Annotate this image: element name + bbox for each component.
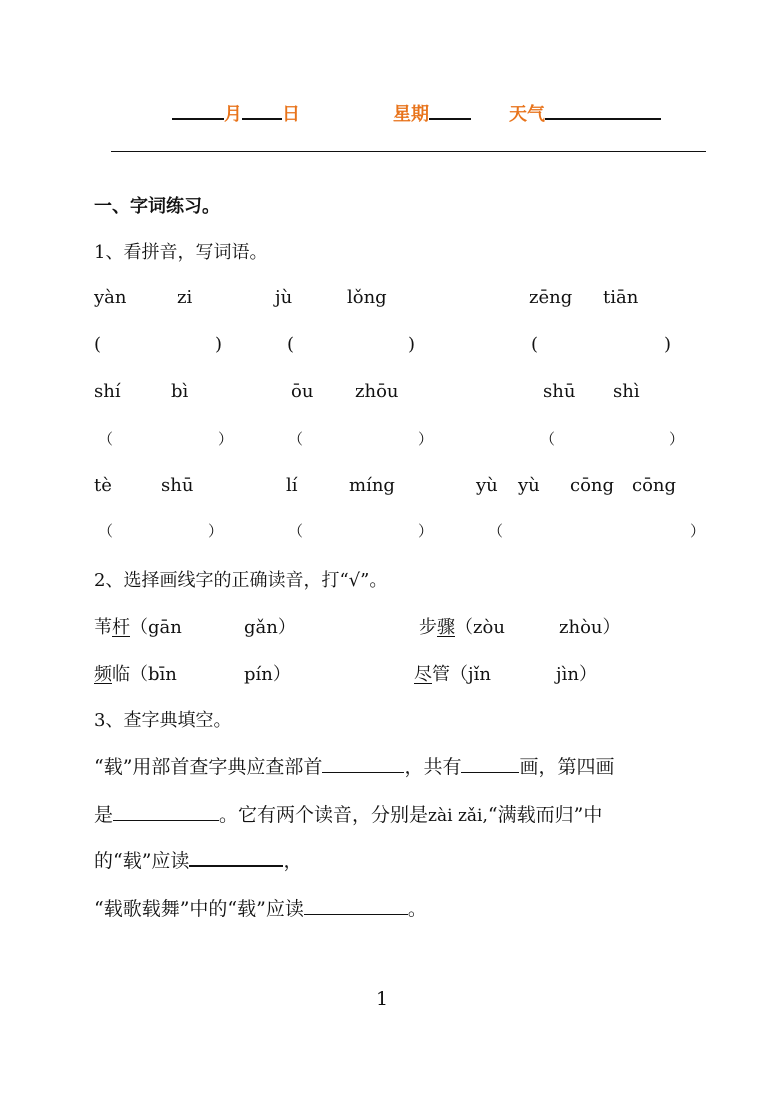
reading-choice-item [94,660,291,686]
q3-text: 。它有两个读音，分别是 [219,804,429,826]
answer-paren-open: ( [287,334,295,355]
reading-option[interactable]: pín [244,664,273,685]
underlined-char: 频 [94,664,112,685]
q3-text: 。 [407,898,427,920]
weekday-blank[interactable] [429,102,471,120]
pinyin: zēng [529,287,573,308]
section-title: 一、字词练习。 [94,196,220,217]
answer-paren-open: （ [488,522,504,540]
answer-paren-close: ） [208,522,224,540]
pinyin: tiān [603,287,639,308]
answer-paren-open: ( [531,334,539,355]
paren-close: ） [272,664,291,685]
month-label: 月 [224,104,242,125]
answer-paren-close: ） [690,522,706,540]
reading-blank-1[interactable] [189,847,283,867]
answer-paren-close: ） [418,522,434,540]
q3-text: “载歌载舞”中的“载”应读 [94,898,304,920]
day-blank[interactable] [242,102,282,120]
day-label: 日 [282,104,300,125]
q3-text: ，共有 [404,756,462,778]
reading-option[interactable]: gǎn [244,617,278,638]
paren-close: ） [602,617,621,638]
pinyin: yàn [94,287,127,308]
reading-option[interactable]: jìn [556,664,579,685]
pinyin: jù [275,287,293,308]
answer-paren-close: ） [218,430,234,448]
pinyin: tè [94,475,112,496]
answer-paren-open: （ [540,430,556,448]
weather-header [509,100,661,126]
pinyin: yù [476,475,498,496]
pinyin: cōng [570,475,615,496]
answer-paren-open: （ [98,430,114,448]
header-divider [111,151,706,152]
reading-option[interactable]: jǐn [468,664,491,685]
word-char: 步 [419,617,437,638]
answer-paren-open: （ [288,522,304,540]
word-char: 管 [432,664,450,685]
q3-text: 是 [94,804,114,826]
answer-paren-open: （ [98,522,114,540]
paren-open: （ [450,664,468,685]
pinyin: shí [94,381,121,402]
reading-option[interactable]: zhòu [559,617,603,638]
q3-line-3 [94,846,302,873]
q3-text: 画，第四画 [519,756,615,778]
answer-paren-close: ） [418,430,434,448]
page-number: 1 [376,988,389,1010]
radical-blank[interactable] [322,754,404,773]
answer-paren-close: ) [664,334,672,355]
weekday-header [393,100,471,126]
month-blank[interactable] [172,102,224,120]
pinyin: yù [518,475,540,496]
reading-option[interactable]: zòu [473,617,505,638]
q1-prompt: 1、看拼音，写词语。 [94,242,268,263]
reading-choice-item [94,613,296,639]
reading-choice-item [419,613,621,639]
paren-open: （ [130,617,148,638]
pinyin: lí [286,475,298,496]
paren-open: （ [455,617,473,638]
paren-open: （ [130,664,148,685]
q3-text: 的“载”应读 [94,850,190,872]
date-header [172,100,300,126]
q3-text: “满载而归”中 [487,804,603,826]
q3-pinyin: zài zǎi, [428,806,488,826]
pinyin: lǒng [347,287,387,308]
reading-option[interactable]: bīn [148,664,177,685]
word-char: 临 [112,664,130,685]
pinyin: ōu [291,381,314,402]
pinyin: bì [171,381,189,402]
weather-label: 天气 [509,104,545,125]
fourth-stroke-blank[interactable] [113,802,219,821]
paren-close: ） [578,664,597,685]
q3-line-4 [94,894,427,921]
q3-text: “载”用部首查字典应查部首 [94,756,323,778]
pinyin: shū [543,381,576,402]
answer-paren-close: ） [669,430,685,448]
pinyin: zhōu [355,381,399,402]
answer-paren-open: （ [288,430,304,448]
underlined-char: 骤 [437,617,455,638]
underlined-char: 尽 [414,664,432,685]
paren-close: ） [277,617,296,638]
reading-choice-item [414,660,597,686]
q3-line-2 [94,800,602,827]
reading-blank-2[interactable] [304,896,408,915]
q3-prompt: 3、查字典填空。 [94,710,232,731]
weekday-label: 星期 [393,104,429,125]
underlined-char: 杆 [112,617,130,638]
answer-paren-close: ) [215,334,223,355]
q2-prompt: 2、选择画线字的正确读音，打“√”。 [94,570,388,591]
answer-paren-open: ( [94,334,102,355]
word-char: 苇 [94,617,112,638]
pinyin: shū [161,475,194,496]
pinyin: shì [613,381,640,402]
q3-line-1 [94,752,614,779]
pinyin: zi [177,287,193,308]
pinyin: cōng [632,475,677,496]
stroke-count-blank[interactable] [461,754,519,773]
answer-paren-close: ) [408,334,416,355]
pinyin: míng [349,475,395,496]
reading-option[interactable]: gān [148,617,182,638]
weather-blank[interactable] [545,102,661,120]
q3-text: ， [283,850,303,872]
